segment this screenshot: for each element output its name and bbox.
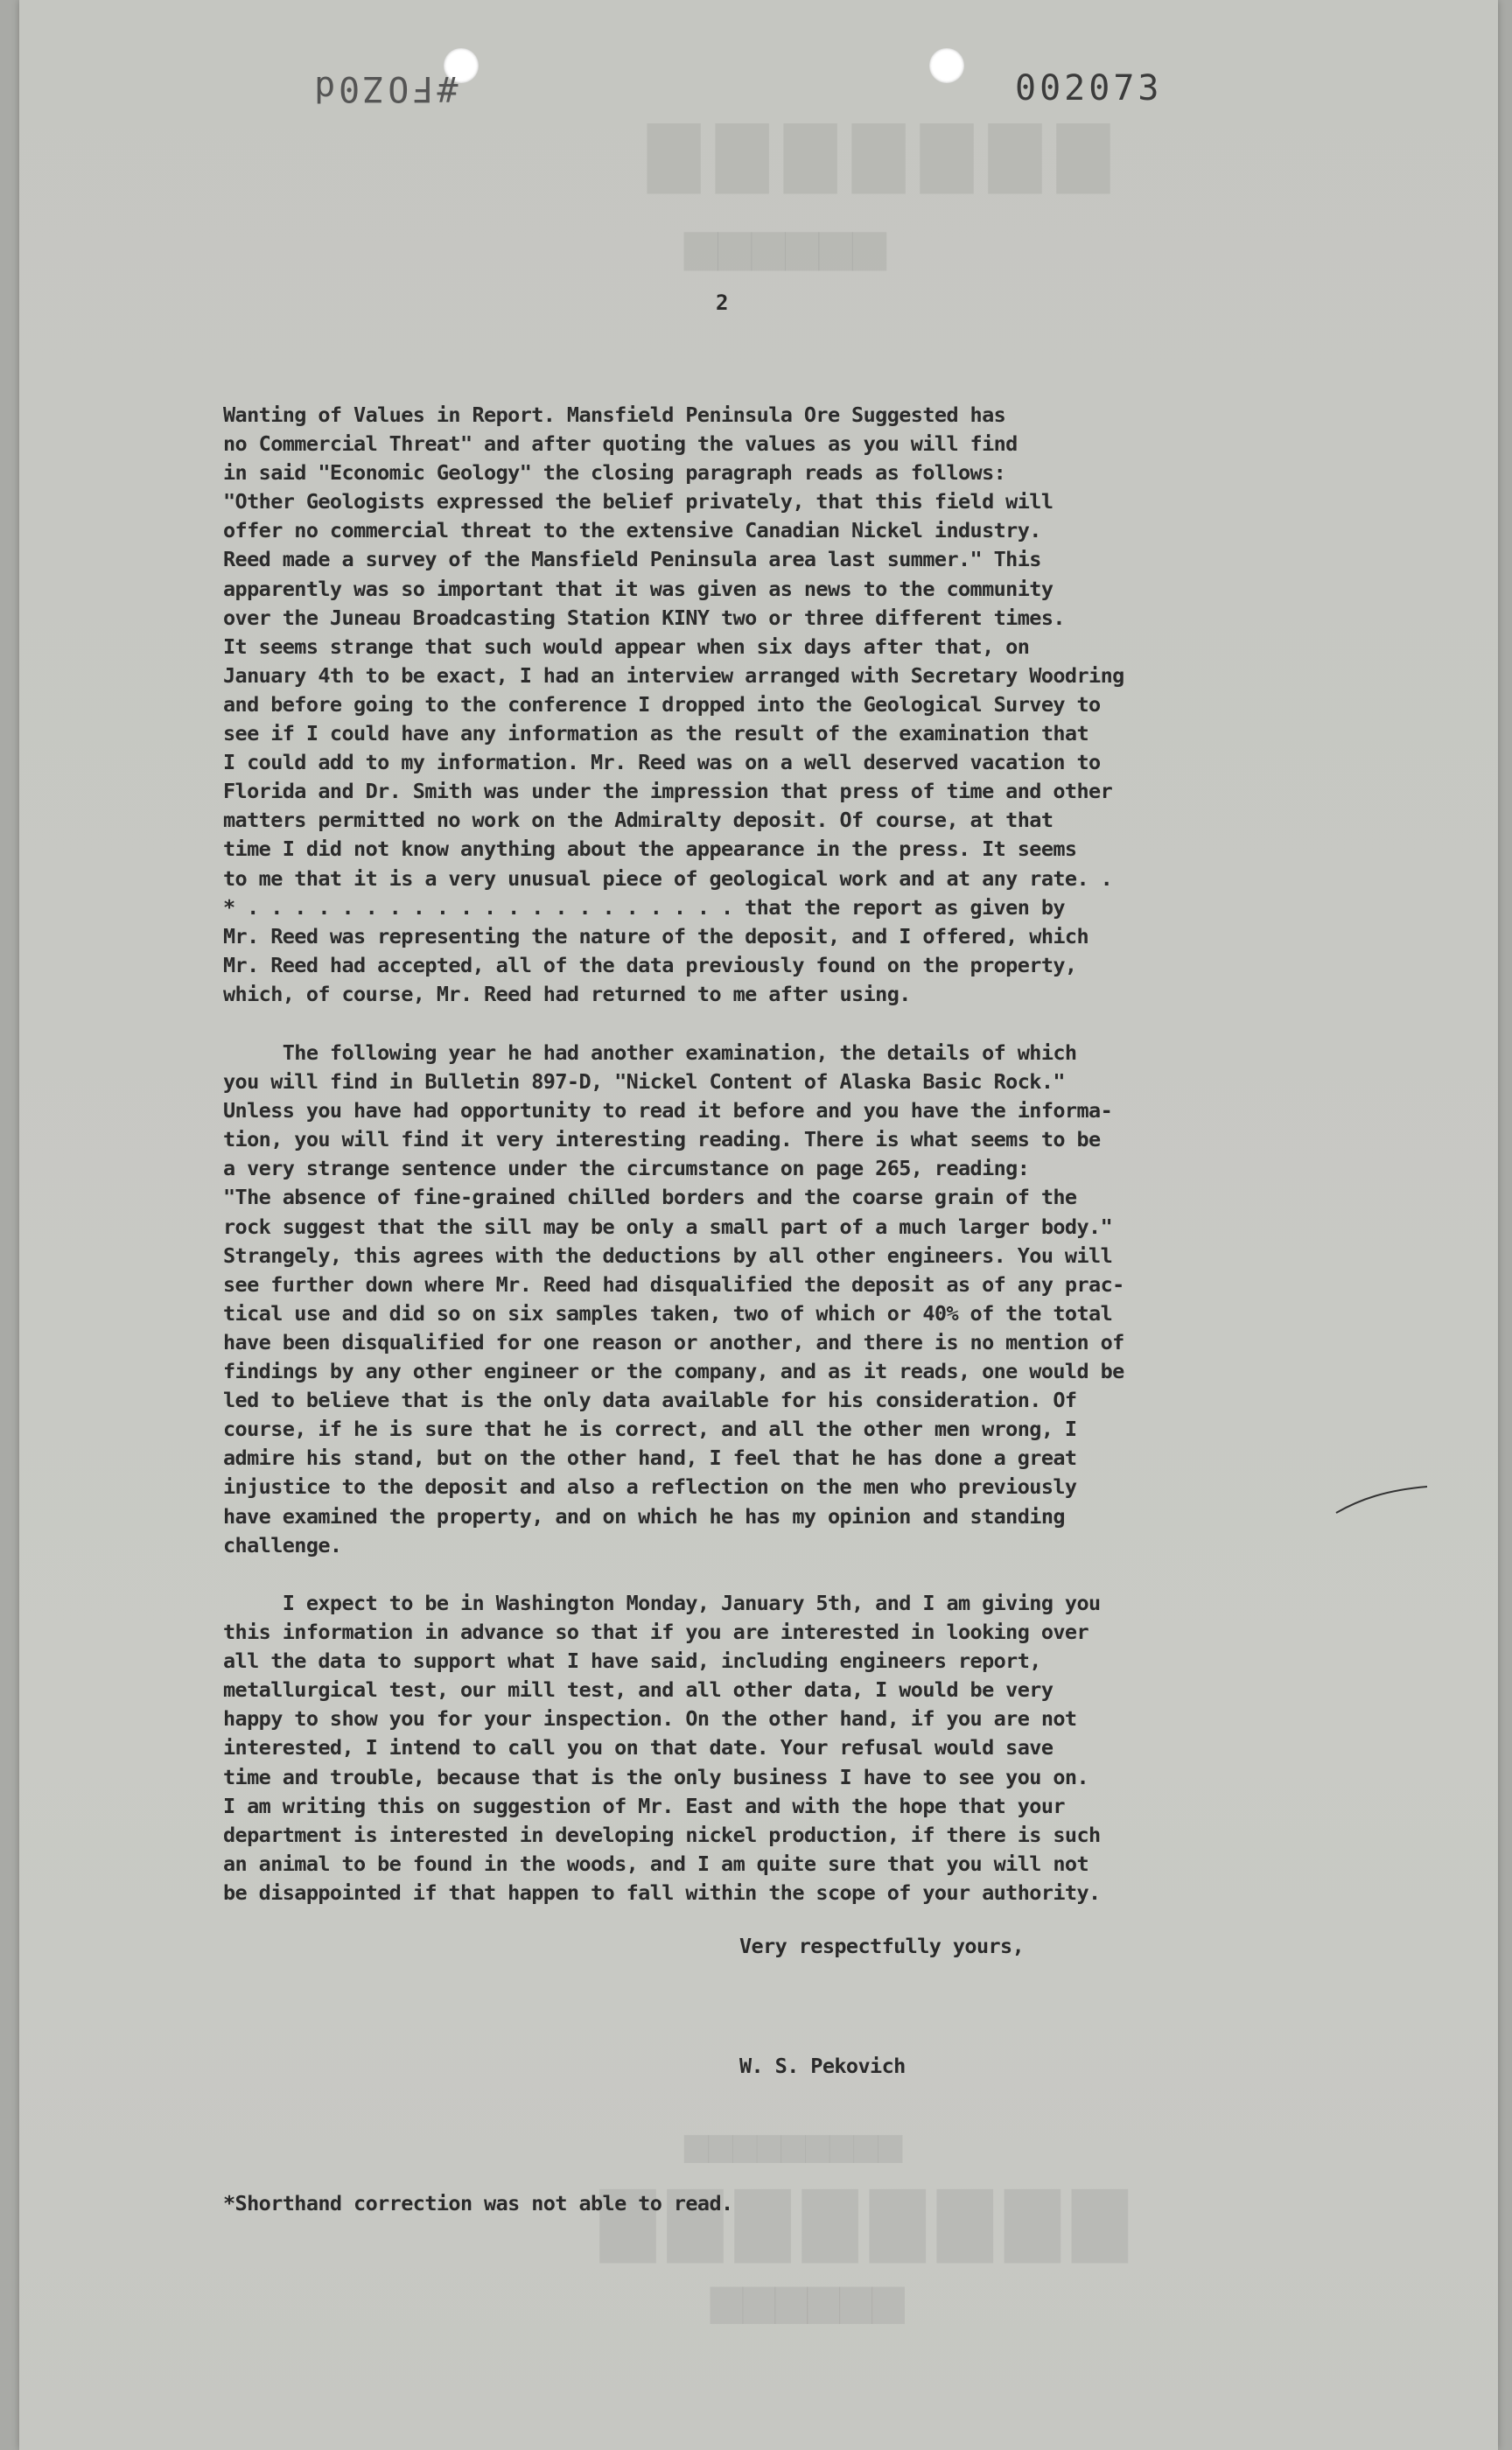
document-stamp-upside-down: #FOZ0d [311, 68, 458, 108]
body-paragraph: The following year he had another examination, the details of which you will find in Bulletin 897-D, "Nickel Content of Alaska Basic Rock." Unless you have had opportunity to read it before and you have the informa- tion, you will find it very interesting reading. There is what seems to be a very strange sentence under the circumstance on page 265, reading: "The absence of fine-grained chilled borders and the coarse grain of the rock suggest that the sill may be only a small part of a much larger body." Strangely, this agrees with the deductions by all other engineers. You will see further down where Mr. Reed had disqualified the deposit as of any prac- tical use and did so on six samples taken, two of which or 40% of the total have been disqualified for one reason or another, and there is no mention of findings by any other engineer or the company, and as it reads, one would be led to believe that is the only data available for his consideration. Of course, if he is sure that he is correct, and all the other men wrong, I admire his stand, but on the other hand, I feel that he has done a great injustice to the deposit and also a reflection on the men who previously have examined the property, and on which he has my opinion and standing challenge. [223, 1040, 1124, 1558]
pen-mark [1334, 1483, 1431, 1518]
show-through-letterhead: ▆▆▆▆▆▆ [710, 2275, 905, 2324]
show-through-letterhead: ▆▆▆▆▆▆ [684, 219, 886, 270]
body-paragraph: Wanting of Values in Report. Mansfield Peninsula Ore Suggested has no Commercial Threat" and after quoting the values as you will find in said "Economic Geology" the closing paragraph reads as follows: "Other Geologists expressed the belief privately, that this field will offer no commercial threat to the extensive Canadian Nickel industry. Reed made a survey of the Mansfield Peninsula area last summer." This apparently was so important that it was given as news to the community over the Juneau Broadcasting Station KINY two or three different times. It seems strange that such would appear when six days after that, on January 4th to be exact, I had an interview arranged with Secretary Woodring and before going to the conference I dropped into the Geological Survey to see if I could have any information as the result of the examination that I could add to my information. Mr. Reed was on a well deserved vacation to Florida and Dr. Smith was under the impression that press of time and other matters permitted no work on the Admiralty deposit. Of course, at that time I did not know anything about the appearance in the press. It seems to me that it is a very unusual piece of geological work and at any rate. . * . . . . . . . . . . . . . . . . . . . . . that the report as given by Mr. Reed was representing the nature of the deposit, and I offered, which Mr. Reed had accepted, all of the data previously found on the property, which, of course, Mr. Reed had returned to me after using. [223, 402, 1124, 1006]
show-through-letterhead: ▆▆▆▆▆▆▆▆▆ [684, 2126, 903, 2163]
letter-closing: Very respectfully yours, [739, 1934, 1025, 1958]
body-paragraph: I expect to be in Washington Monday, January 5th, and I am giving you this information in advance so that if you are interested in looking over all the data to support what I have said, including engineers report, metallurgical test, our mill test, and all other data, I would be very happy to show you for your inspection. On the other hand, if you are not interested, I intend to call you on that date. Your refusal would save time and trouble, because that is the only business I have to see you on. I am writing this on suggestion of Mr. East and with the hope that your department is interested in developing nickel production, if there is such an animal to be found in the woods, and I am quite sure that you will not be disappointed if that happen to fall within the scope of your authority. [223, 1591, 1101, 1905]
document-number-stamp: 002073 [1015, 68, 1163, 108]
punch-hole [929, 48, 964, 83]
signature-name: W. S. Pekovich [739, 2054, 906, 2078]
page-number: 2 [716, 290, 729, 315]
show-through-letterhead: ▇▇▇▇▇▇▇ [632, 114, 1110, 193]
show-through-letterhead: ▇▇▇▇▇▇▇▇ [588, 2179, 1128, 2263]
footnote: *Shorthand correction was not able to read. [223, 2191, 733, 2216]
